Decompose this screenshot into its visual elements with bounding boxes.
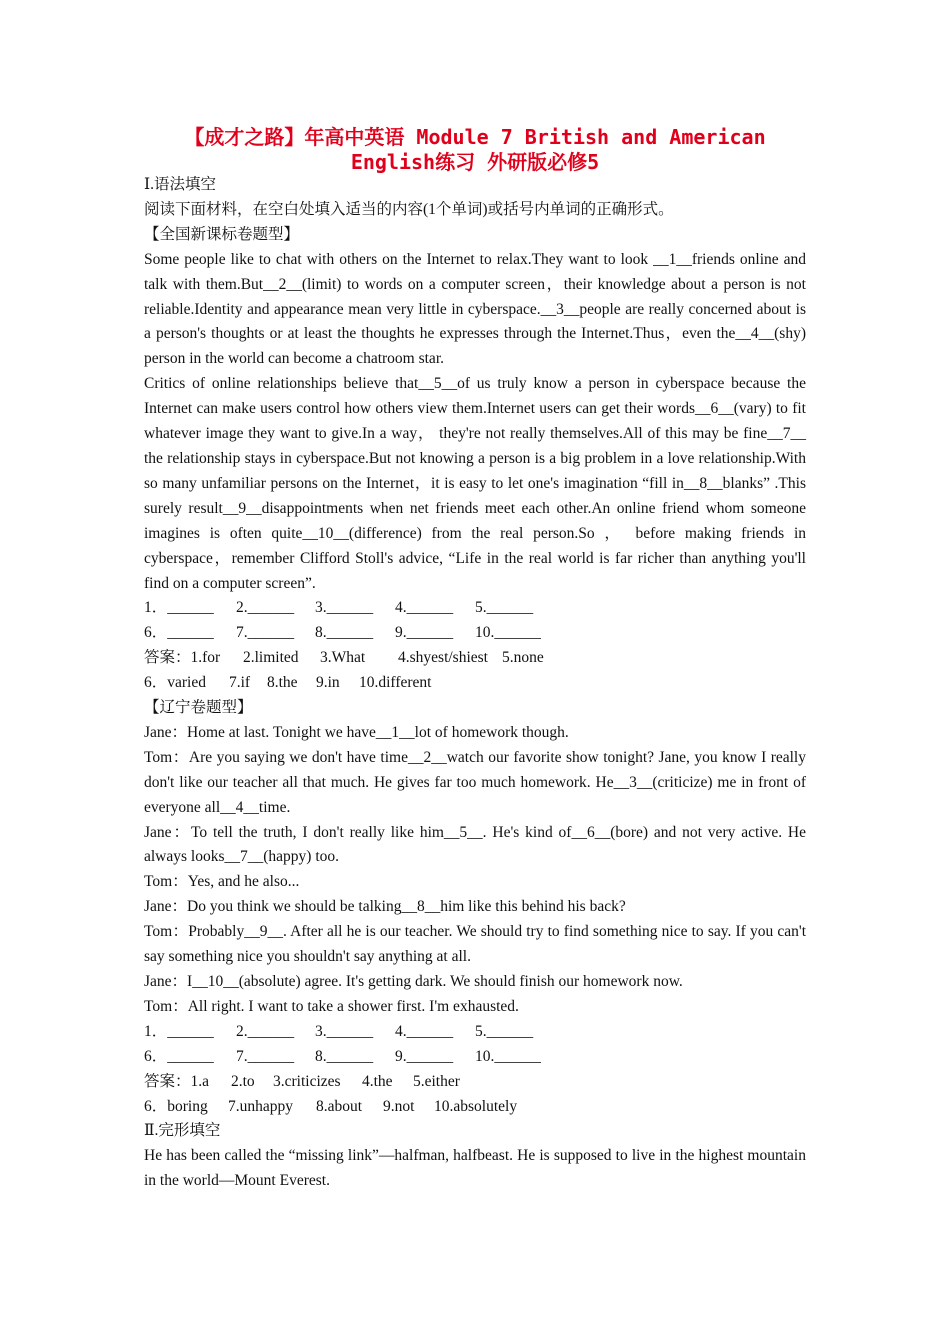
blank-item: 8.______	[315, 624, 374, 642]
blank-item: 9.______	[395, 624, 454, 642]
blank-item: 1．______	[144, 599, 214, 617]
part1-blanks-row-1	[144, 596, 806, 621]
dialogue-line: Jane：Do you think we should be talking__8__him like this behind his back?	[144, 898, 626, 916]
blank-item: 7.______	[236, 624, 295, 642]
blank-item: 10.______	[475, 624, 541, 642]
blank-item: 2.______	[236, 599, 295, 617]
part1-answers-row-2	[144, 671, 806, 696]
answer-item: 8.about	[316, 1097, 363, 1115]
document-body	[144, 173, 806, 1194]
dialogue-line: Tom：Are you saying we don't have time__2__watch our favorite show tonight? Jane, you know I really don't like our teacher all that much. He gives far too much homework. He__3__(criticize) me in front of everyone all__4__time.	[144, 748, 806, 816]
dialogue-line: Jane：Home at last. Tonight we have__1__lot of homework though.	[144, 723, 569, 741]
answer-item: 9.not	[383, 1097, 415, 1115]
blank-item: 10.______	[475, 1047, 541, 1065]
answer-item: 答案：1.for	[144, 649, 221, 667]
part1-answers-row-1	[144, 646, 806, 671]
document-title-line1: 【成才之路】年高中英语 Module 7 British and American	[184, 125, 766, 149]
blank-item: 8.______	[315, 1047, 374, 1065]
answer-item: 2.to	[231, 1072, 255, 1090]
blank-item: 3.______	[315, 599, 374, 617]
part1-blanks-row-2	[144, 621, 806, 646]
answer-item: 3.criticizes	[273, 1072, 341, 1090]
section1-instruction: 阅读下面材料，在空白处填入适当的内容(1个单词)或括号内单词的正确形式。	[144, 200, 674, 218]
answer-item: 10.different	[359, 674, 432, 692]
blank-item: 6．______	[144, 1047, 214, 1065]
answer-item: 4.the	[362, 1072, 393, 1090]
answer-item: 8.the	[267, 674, 298, 692]
blank-item: 4.______	[395, 1022, 454, 1040]
answer-item: 6．boring	[144, 1097, 208, 1115]
answer-item: 7.unhappy	[228, 1097, 294, 1115]
answer-item: 3.What	[320, 649, 366, 667]
blank-item: 5.______	[475, 599, 534, 617]
answer-item: 6．varied	[144, 674, 206, 692]
section2-heading: Ⅱ.完形填空	[144, 1122, 221, 1140]
section2-paragraph-1: He has been called the “missing link”—halfman, halfbeast. He is supposed to live in the highest mountain in the world—Mount Everest.	[144, 1147, 806, 1190]
blank-item: 5.______	[475, 1022, 534, 1040]
answer-item: 4.shyest/shiest	[398, 649, 488, 667]
part2-answers-row-1	[144, 1070, 806, 1095]
dialogue-line: Tom：Yes, and he also...	[144, 873, 300, 891]
document-title-line2: English练习 外研版必修5	[350, 150, 600, 174]
blank-item: 1．______	[144, 1022, 214, 1040]
answer-item: 10.absolutely	[434, 1097, 518, 1115]
blank-item: 9.______	[395, 1047, 454, 1065]
part2-label: 【辽宁卷题型】	[144, 699, 253, 717]
answer-item: 5.either	[413, 1072, 460, 1090]
dialogue-line: Tom：Probably__9__. After all he is our teacher. We should try to find something nice to say. If you can't say something nice you shouldn't say anything at all.	[144, 923, 806, 966]
dialogue-line: Jane：To tell the truth, I don't really like him__5__. He's kind of__6__(bore) and not very active. He always looks__7__(happy) too.	[144, 823, 806, 866]
blank-item: 3.______	[315, 1022, 374, 1040]
part2-blanks-row-1	[144, 1020, 806, 1045]
dialogue-line: Tom：All right. I want to take a shower first. I'm exhausted.	[144, 997, 519, 1015]
answer-item: 答案：1.a	[144, 1072, 210, 1090]
part1-paragraph-2: Critics of online relationships believe that__5__of us truly know a person in cyberspace because the Internet can make users control how others view them.Internet users can get their words__6__(vary) to fit whatever image they want to give.In a way， they're not really themselves.All of this may be fine__7__ the relationship stays in cyberspace.But not knowing a person is a big problem in a love relationship.With so many unfamiliar persons on the Internet，it is easy to let one's imagination “fill in__8__blanks” .This surely result__9__disappointments when net friends meet each other.An online friend whom someone imagines is often quite__10__(difference) from the real person.So ， before making friends in cyberspace，remember Clifford Stoll's advice, “Life in the real world is far richer than anything you'll find on a computer screen”.	[144, 375, 806, 592]
answer-item: 2.limited	[243, 649, 299, 667]
answer-item: 9.in	[316, 674, 340, 692]
section1-heading: Ⅰ.语法填空	[144, 176, 216, 193]
dialogue-line: Jane：I__10__(absolute) agree. It's getting dark. We should finish our homework now.	[144, 973, 683, 990]
blank-item: 6．______	[144, 624, 214, 642]
blank-item: 4.______	[395, 599, 454, 617]
part1-paragraph-1: Some people like to chat with others on the Internet to relax.They want to look __1__friends online and talk with them.But__2__(limit) to words on a computer screen，their knowledge about a person is not reliable.Identity and appearance mean very little in cyberspace.__3__people are really concerned about is a person's thoughts or at least the thoughts he expresses through the Internet.Thus，even the__4__(shy) person in the world can become a chatroom star.	[144, 250, 806, 368]
answer-item: 5.none	[502, 649, 544, 667]
part1-label: 【全国新课标卷题型】	[144, 225, 300, 243]
part2-blanks-row-2	[144, 1045, 806, 1070]
blank-item: 2.______	[236, 1022, 295, 1040]
part2-answers-row-2	[144, 1095, 806, 1120]
blank-item: 7.______	[236, 1047, 295, 1065]
answer-item: 7.if	[229, 674, 251, 692]
